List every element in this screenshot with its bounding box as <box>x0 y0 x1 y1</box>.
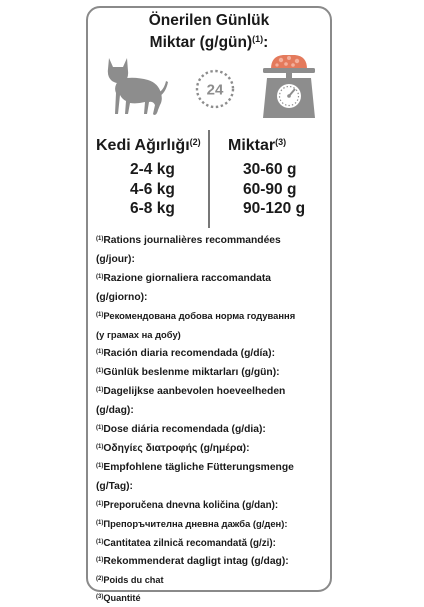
feeding-guide-title <box>88 12 330 52</box>
note-text: (g/jour): <box>96 253 135 265</box>
clock-label: 24 <box>206 81 224 99</box>
weight-column <box>130 160 175 219</box>
note-line <box>96 534 326 553</box>
note-line <box>96 344 326 363</box>
note-text: Dagelijkse aanbevolen hoeveelheden <box>103 386 286 398</box>
note-text: (g/dag): <box>96 405 134 417</box>
note-text: Rations journalières recommandées <box>103 235 281 246</box>
note-text: (у грамах на добу) <box>96 328 181 340</box>
note-ref: (2) <box>96 576 104 583</box>
note-line <box>96 382 326 401</box>
note-text: Dose diária recomendada (g/dia): <box>103 424 266 436</box>
note-ref: (1) <box>96 349 104 356</box>
note-line <box>96 231 326 250</box>
note-line <box>96 477 326 496</box>
note-text: (g/Tag): <box>96 480 133 492</box>
note-text: Quantité <box>103 593 141 604</box>
note-line <box>96 401 326 420</box>
note-line <box>96 515 326 534</box>
note-line <box>96 420 326 439</box>
note-text: Препоръчителна дневна дажба (g/ден): <box>103 517 288 529</box>
title-line-2 <box>88 30 330 52</box>
note-ref: (1) <box>96 387 104 394</box>
translation-notes <box>96 231 326 607</box>
amount-header-ref: (3) <box>275 137 287 147</box>
note-text: Poids du chat <box>103 575 164 586</box>
note-ref: (1) <box>96 500 104 507</box>
amount-cell: 30-60 g <box>243 161 297 178</box>
note-ref: (1) <box>96 311 104 318</box>
note-line <box>96 571 326 589</box>
note-ref: (1) <box>96 519 104 526</box>
note-ref: (1) <box>96 273 104 280</box>
weight-cell: 4-6 kg <box>130 180 175 198</box>
note-text: Рекомендована добова норма годування <box>103 309 296 321</box>
title-line-2-text: Miktar (g/gün) <box>149 34 253 51</box>
note-ref: (1) <box>96 368 104 375</box>
24-hour-clock-icon <box>193 67 237 111</box>
weight-cell: 6-8 kg <box>130 200 175 217</box>
note-text: (g/giorno): <box>96 291 148 303</box>
note-line <box>96 589 326 607</box>
note-ref: (1) <box>96 443 104 450</box>
weight-cell: 2-4 kg <box>130 161 175 178</box>
cat-icon <box>100 52 170 122</box>
amount-column <box>243 160 305 219</box>
note-line <box>96 250 326 269</box>
note-ref: (3) <box>96 594 104 601</box>
cat-weight-header-ref: (2) <box>189 137 201 147</box>
note-ref: (1) <box>96 425 104 432</box>
note-line <box>96 458 326 477</box>
column-divider <box>208 130 210 228</box>
note-line <box>96 288 326 307</box>
note-line <box>96 326 326 345</box>
amount-cell: 90-120 g <box>243 200 306 217</box>
note-line <box>96 269 326 288</box>
scale-icon <box>258 50 320 122</box>
feeding-guide-card <box>86 6 332 604</box>
cat-weight-header-text: Kedi Ağırlığı <box>96 137 190 154</box>
note-line <box>96 439 326 458</box>
note-text: Empfohlene tägliche Fütterungsmenge <box>103 461 294 473</box>
note-text: Razione giornaliera raccomandata <box>103 272 272 284</box>
note-text: Rekommenderat dagligt intag (g/dag): <box>103 556 289 568</box>
cat-weight-header <box>96 137 201 155</box>
note-line <box>96 363 326 382</box>
note-ref: (1) <box>96 462 104 469</box>
note-text: Günlük beslenme miktarları (g/gün): <box>103 367 280 379</box>
amount-cell: 60-90 g <box>243 180 297 198</box>
amount-header <box>228 137 286 155</box>
note-text: Cantitatea zilnică recomandată (g/zi): <box>103 537 276 549</box>
note-line <box>96 552 326 571</box>
note-line <box>96 307 326 326</box>
note-text: Οδηγίες διατροφής (g/ημέρα): <box>103 442 250 454</box>
note-text: Preporučena dnevna količina (g/dan): <box>103 499 279 511</box>
note-ref: (1) <box>96 538 104 545</box>
title-colon: : <box>263 34 269 51</box>
title-line-1: Önerilen Günlük <box>148 12 270 29</box>
title-footnote-ref: (1) <box>252 34 264 44</box>
note-ref: (1) <box>96 236 104 242</box>
note-text: Ración diaria recomendada (g/día): <box>103 348 275 360</box>
note-ref: (1) <box>96 557 104 564</box>
note-line <box>96 496 326 515</box>
amount-header-text: Miktar <box>228 137 276 154</box>
